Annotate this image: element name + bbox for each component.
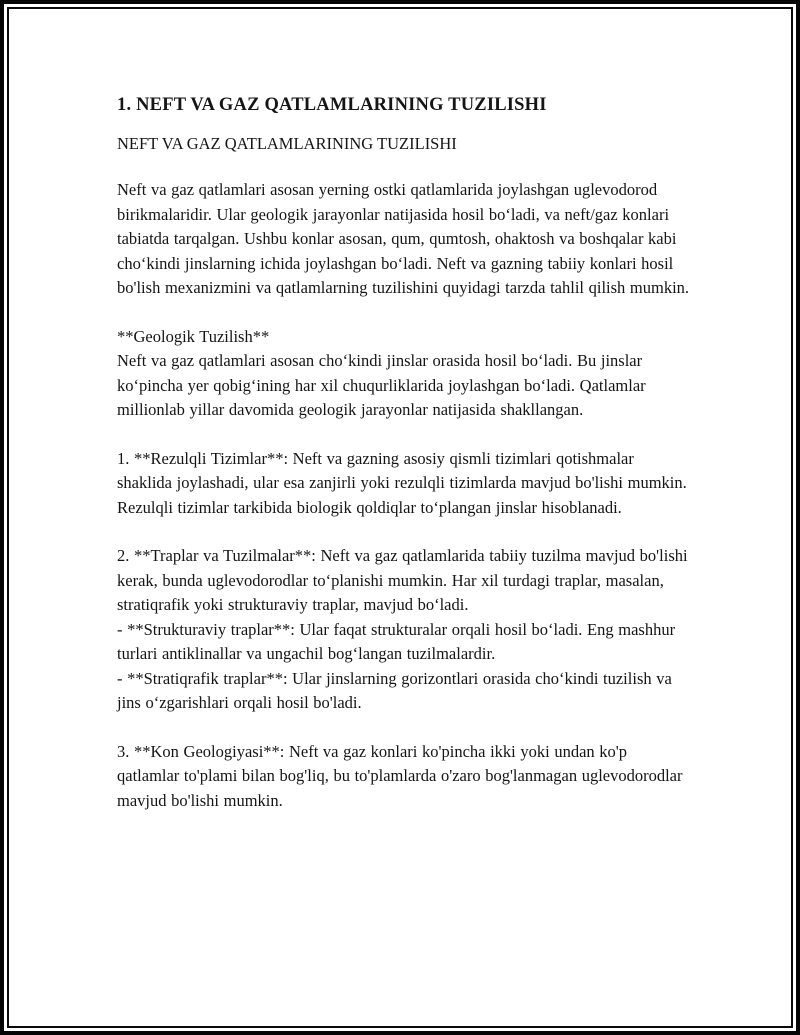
paragraph: Neft va gaz qatlamlari asosan yerning ostki qatlamlarida joylashgan uglevodorod birikmalaridir. Ular geologik jarayonlar natijasida hosil boʻladi, va neft/gaz konlari tabiatda tarqalgan. Ushbu konlar asosan, qum, qumtosh, ohaktosh va boshqalar kabi choʻkindi jinslarning ichida joylashgan boʻladi. Neft va gazning tabiiy konlari hosil bo'lish mexanizmini va qatlamlarning tuzilishini quyidagi tarzda tahlil qilish mumkin.	[117, 180, 690, 297]
paragraph: 3. **Kon Geologiyasi**: Neft va gaz konlari ko'pincha ikki yoki undan ko'p qatlamlar to'plami bilan bog'liq, bu to'plamlarda o'zaro bog'lanmagan uglevodorodlar mavjud bo'lishi mumkin.	[117, 741, 683, 810]
paragraph: 1. **Rezulqli Tizimlar**: Neft va gazning asosiy qismli tizimlari qotishmalar shaklida joylashadi, ular esa zanjirli yoki rezulqli tizimlarda mavjud bo'lishi mumkin. Rezulqli tizimlar tarkibida biologik qoldiqlar toʻplangan jinslar hisoblanadi.	[117, 448, 687, 517]
page-inner-frame	[7, 7, 793, 1028]
paragraph: **Geologik Tuzilish** Neft va gaz qatlamlari asosan choʻkindi jinslar orasida hosil boʻladi. Bu jinslar koʻpincha yer qobigʻining har xil chuqurliklarida joylashgan boʻladi. Qatlamlar millionlab yillar davomida geologik jarayonlar natijasida shakllangan.	[117, 326, 646, 419]
page-title: 1. NEFT VA GAZ QATLAMLARINING TUZILISHI	[117, 95, 547, 115]
paragraph: 2. **Traplar va Tuzilmalar**: Neft va gaz qatlamlarida tabiiy tuzilma mavjud bo'lishi kerak, bunda uglevodorodlar toʻplanishi mumkin. Har xil turdagi traplar, masalan, stratiqrafik yoki strukturaviy traplar, mavjud boʻladi. - **Strukturaviy traplar**: Ular faqat strukturalar orqali hosil boʻladi. Eng mashhur turlari antiklinallar va ungachil bogʻlangan tuzilmalardir. - **Stratiqrafik traplar**: Ular jinslarning gorizontlari orasida choʻkindi tuzilish va jins oʻzgarishlari orqali hosil bo'ladi.	[117, 546, 688, 712]
page-subtitle: NEFT VA GAZ QATLAMLARINING TUZILISHI	[117, 134, 457, 153]
document-page	[9, 9, 791, 813]
body-text	[117, 178, 691, 813]
